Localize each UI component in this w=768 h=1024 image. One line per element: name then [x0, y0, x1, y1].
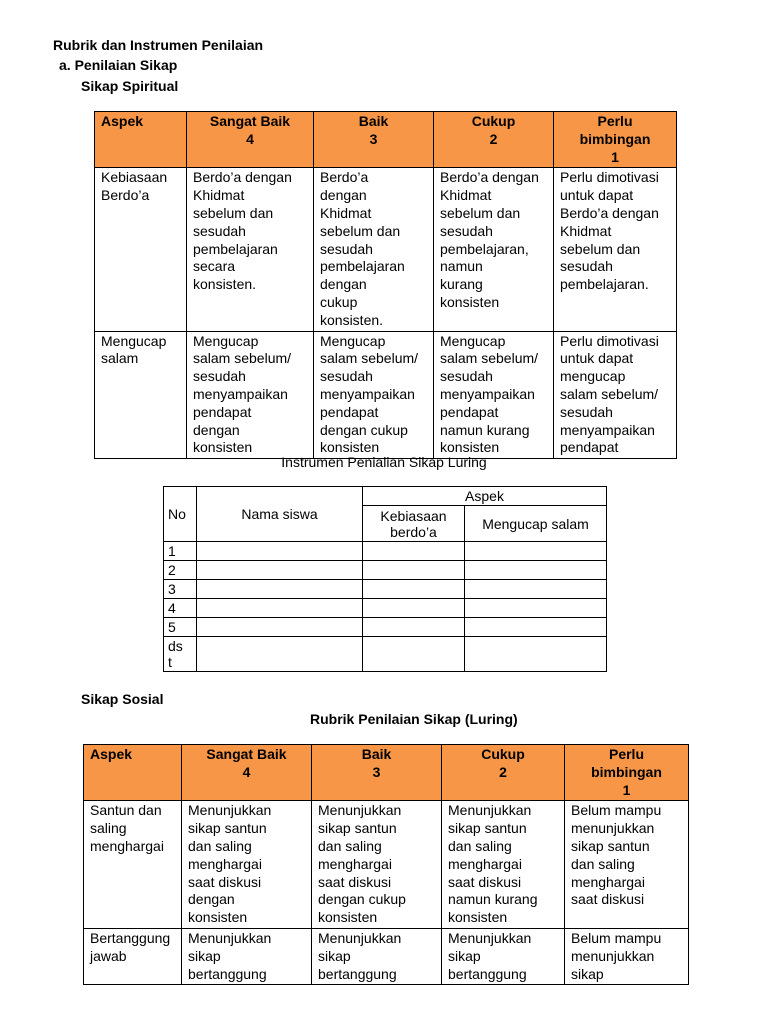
table-row	[164, 637, 607, 672]
row-number: 5	[164, 618, 197, 637]
table-cell: Berdo’a dengan Khidmat sebelum dan sesudah pembelajaran dengan cukup konsisten.	[314, 168, 434, 331]
table-header-row	[95, 112, 677, 168]
table-row	[95, 331, 677, 459]
table-cell	[197, 599, 363, 618]
table-cell: Perlu dimotivasi untuk dapat mengucap salam sebelum/ sesudah menyampaikan pendapat	[554, 331, 677, 459]
table-cell: Kebiasaan Berdo’a	[95, 168, 187, 331]
table-cell	[363, 561, 465, 580]
page-title: Rubrik dan Instrumen Penilaian	[53, 37, 264, 53]
table-cell: Mengucap salam	[95, 331, 187, 459]
table-row	[95, 168, 677, 331]
table-cell: Bertanggung jawab	[84, 928, 182, 984]
subsection-spiritual: Sikap Spiritual	[81, 78, 179, 94]
table-cell: Berdo’a dengan Khidmat sebelum dan sesudah pembelajaran secara konsisten.	[187, 168, 314, 331]
table-row	[164, 599, 607, 618]
table-cell: Mengucap salam sebelum/ sesudah menyampaikan pendapat dengan konsisten	[187, 331, 314, 459]
table-cell	[465, 637, 607, 672]
table-row	[164, 542, 607, 561]
table-cell	[465, 599, 607, 618]
table-cell: Berdo’a dengan Khidmat sebelum dan sesudah pembelajaran, namun kurang konsisten	[434, 168, 554, 331]
instrument-table	[163, 486, 607, 672]
rubric-spiritual-table	[94, 111, 677, 459]
table-cell	[197, 542, 363, 561]
sosial-caption: Rubrik Penilaian Sikap (Luring)	[310, 711, 518, 727]
header-cell: Cukup 2	[434, 112, 554, 168]
subsection-sosial: Sikap Sosial	[81, 691, 164, 707]
header-cell: Aspek	[84, 745, 182, 801]
table-cell: Menunjukkan sikap santun dan saling menghargai saat diskusi dengan konsisten	[182, 801, 312, 929]
table-cell: Menunjukkan sikap bertanggung	[312, 928, 442, 984]
header-cell: Sangat Baik 4	[182, 745, 312, 801]
table-cell	[363, 599, 465, 618]
header-cell: Baik 3	[312, 745, 442, 801]
table-row	[164, 618, 607, 637]
table-cell	[197, 618, 363, 637]
table-cell	[465, 580, 607, 599]
table-cell	[197, 637, 363, 672]
table-cell: Mengucap salam sebelum/ sesudah menyampaikan pendapat namun kurang konsisten	[434, 331, 554, 459]
table-cell: Santun dan saling menghargai	[84, 801, 182, 929]
table-cell	[363, 637, 465, 672]
row-number: 2	[164, 561, 197, 580]
header-cell: Nama siswa	[197, 487, 363, 542]
table-cell: Belum mampu menunjukkan sikap	[565, 928, 689, 984]
table-cell: Mengucap salam sebelum/ sesudah menyampaikan pendapat dengan cukup konsisten	[314, 331, 434, 459]
table-cell	[363, 618, 465, 637]
table-cell: Belum mampu menunjukkan sikap santun dan saling menghargai saat diskusi	[565, 801, 689, 929]
table-cell	[465, 542, 607, 561]
table-cell	[465, 618, 607, 637]
table-row	[164, 561, 607, 580]
instrument-caption: Instrumen Penialian Sikap Luring	[281, 454, 487, 470]
header-cell: Baik 3	[314, 112, 434, 168]
header-cell: Kebiasaan berdo’a	[363, 506, 465, 542]
table-row	[84, 801, 689, 929]
row-number: 1	[164, 542, 197, 561]
table-cell	[197, 561, 363, 580]
row-number: 3	[164, 580, 197, 599]
header-cell: Perlu bimbingan 1	[565, 745, 689, 801]
rubric-sosial-table	[83, 744, 689, 985]
table-cell	[465, 561, 607, 580]
header-cell: Cukup 2	[442, 745, 565, 801]
header-cell: Aspek	[363, 487, 607, 506]
table-row	[84, 928, 689, 984]
table-row	[164, 580, 607, 599]
table-cell	[363, 542, 465, 561]
table-cell: Perlu dimotivasi untuk dapat Berdo’a dengan Khidmat sebelum dan sesudah pembelajaran.	[554, 168, 677, 331]
header-cell: Sangat Baik 4	[187, 112, 314, 168]
header-cell: Mengucap salam	[465, 506, 607, 542]
header-cell: Aspek	[95, 112, 187, 168]
table-cell: Menunjukkan sikap santun dan saling menghargai saat diskusi namun kurang konsisten	[442, 801, 565, 929]
header-cell: No	[164, 487, 197, 542]
table-cell: Menunjukkan sikap bertanggung	[182, 928, 312, 984]
header-cell: Perlu bimbingan 1	[554, 112, 677, 168]
row-number: ds t	[164, 637, 197, 672]
table-header-row	[84, 745, 689, 801]
row-number: 4	[164, 599, 197, 618]
table-header-row	[164, 487, 607, 506]
section-heading: a. Penilaian Sikap	[59, 57, 178, 73]
table-cell: Menunjukkan sikap santun dan saling menghargai saat diskusi dengan cukup konsisten	[312, 801, 442, 929]
table-cell: Menunjukkan sikap bertanggung	[442, 928, 565, 984]
table-cell	[363, 580, 465, 599]
table-cell	[197, 580, 363, 599]
